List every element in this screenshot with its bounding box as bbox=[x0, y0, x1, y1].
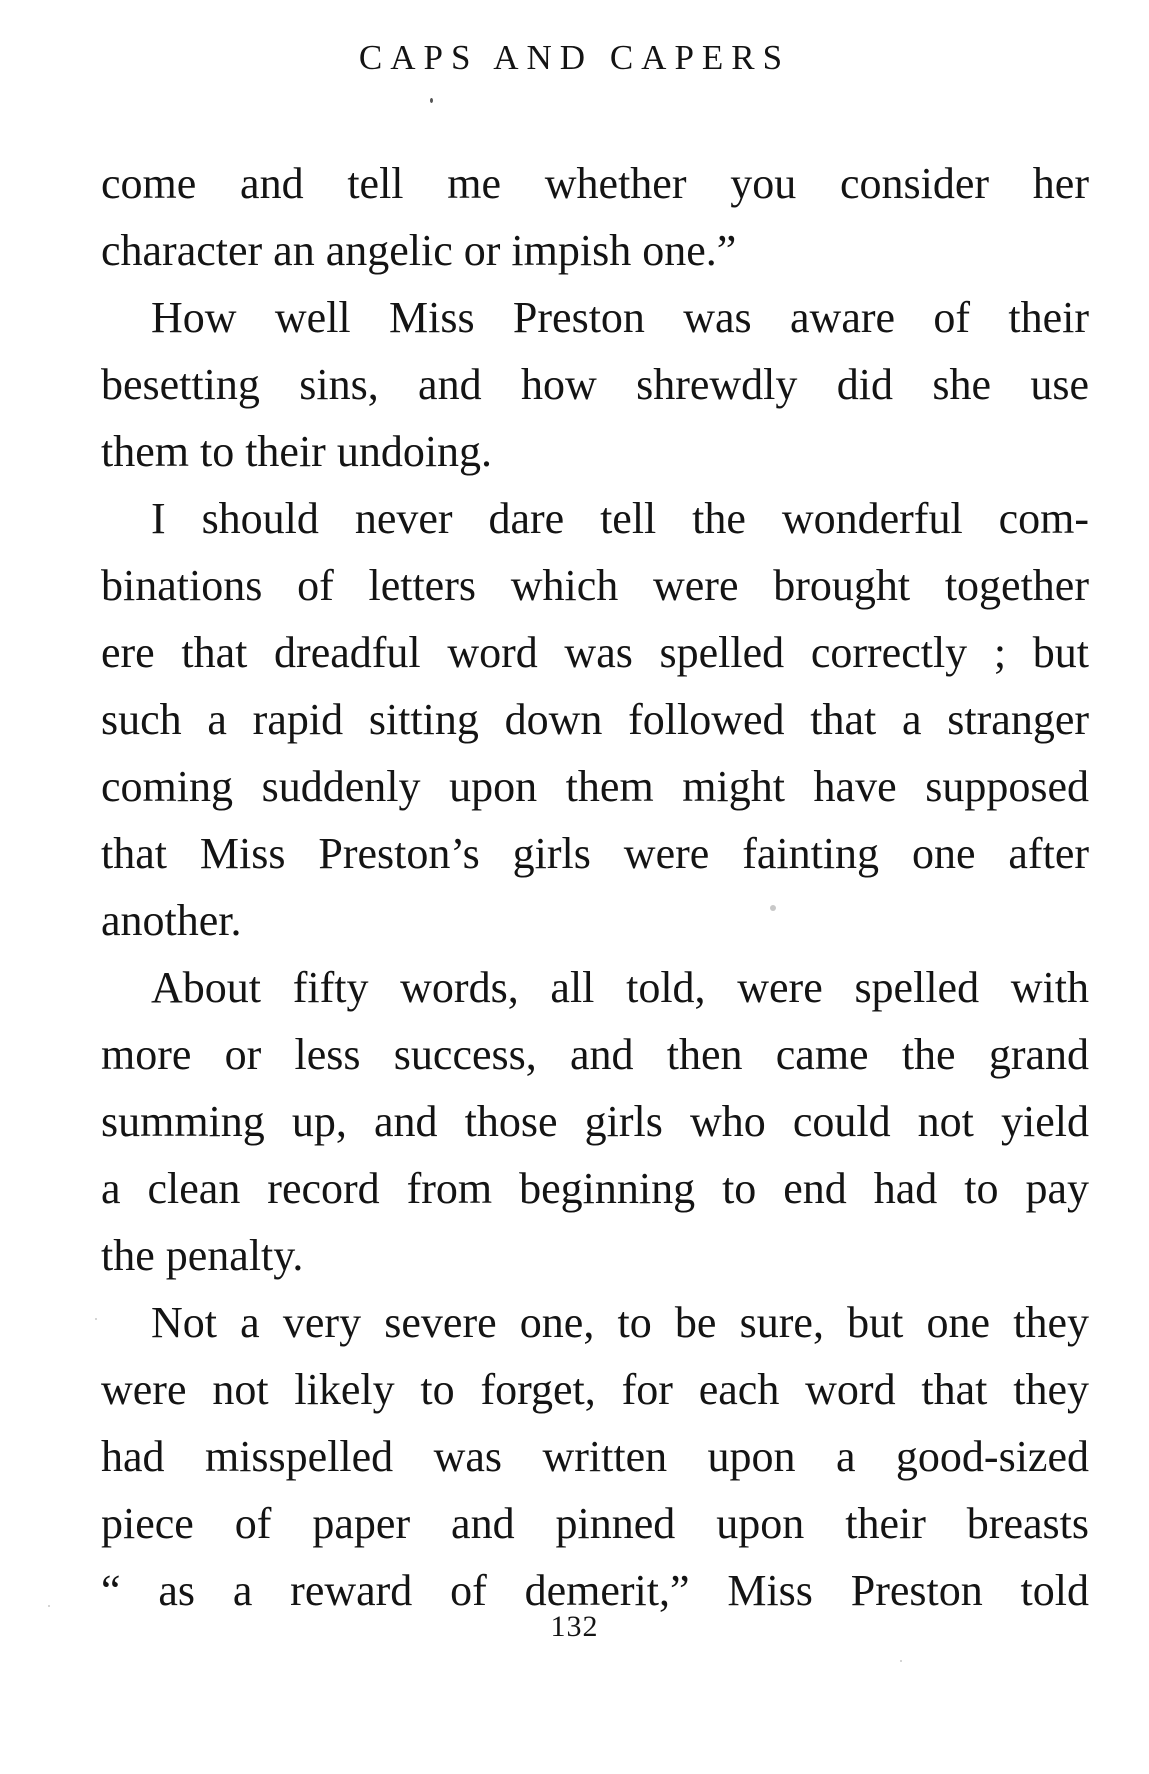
running-head: CAPS AND CAPERS bbox=[358, 38, 791, 77]
text-line: piece of paper and pinned upon their breasts bbox=[101, 1499, 1089, 1548]
print-speck bbox=[95, 1318, 97, 1320]
text-line: more or less success, and then came the grand bbox=[101, 1030, 1089, 1079]
paragraph-start-line: About fifty words, all told, were spelled with bbox=[151, 963, 1089, 1012]
text-line: had misspelled was written upon a good-sized bbox=[101, 1432, 1089, 1481]
print-speck bbox=[430, 98, 433, 103]
paragraph-start-line: Not a very severe one, to be sure, but one they bbox=[151, 1298, 1089, 1347]
paragraph-start-line: How well Miss Preston was aware of their bbox=[151, 293, 1089, 342]
text-line: were not likely to forget, for each word that they bbox=[101, 1365, 1089, 1414]
text-line: coming suddenly upon them might have supposed bbox=[101, 762, 1089, 811]
text-line: another. bbox=[101, 896, 242, 945]
text-line: “ as a reward of demerit,” Miss Preston told bbox=[101, 1566, 1089, 1615]
text-line: ere that dreadful word was spelled correctly ; but bbox=[101, 628, 1089, 677]
body-text bbox=[101, 150, 1089, 1624]
text-line: the penalty. bbox=[101, 1231, 304, 1280]
print-speck bbox=[900, 1660, 902, 1662]
paragraph-start-line: I should never dare tell the wonderful com- bbox=[151, 494, 1089, 543]
text-line: them to their undoing. bbox=[101, 427, 493, 476]
text-line: a clean record from beginning to end had to pay bbox=[101, 1164, 1089, 1213]
text-line: such a rapid sitting down followed that a stranger bbox=[101, 695, 1089, 744]
text-line: that Miss Preston’s girls were fainting one after bbox=[101, 829, 1089, 878]
text-line: summing up, and those girls who could not yield bbox=[101, 1097, 1089, 1146]
text-line: come and tell me whether you consider her bbox=[101, 159, 1089, 208]
print-speck bbox=[48, 1605, 50, 1607]
print-speck bbox=[770, 905, 776, 911]
text-line: besetting sins, and how shrewdly did she use bbox=[101, 360, 1089, 409]
text-line: binations of letters which were brought together bbox=[101, 561, 1089, 610]
text-line: character an angelic or impish one.” bbox=[101, 226, 737, 275]
page-number: 132 bbox=[550, 1610, 599, 1643]
